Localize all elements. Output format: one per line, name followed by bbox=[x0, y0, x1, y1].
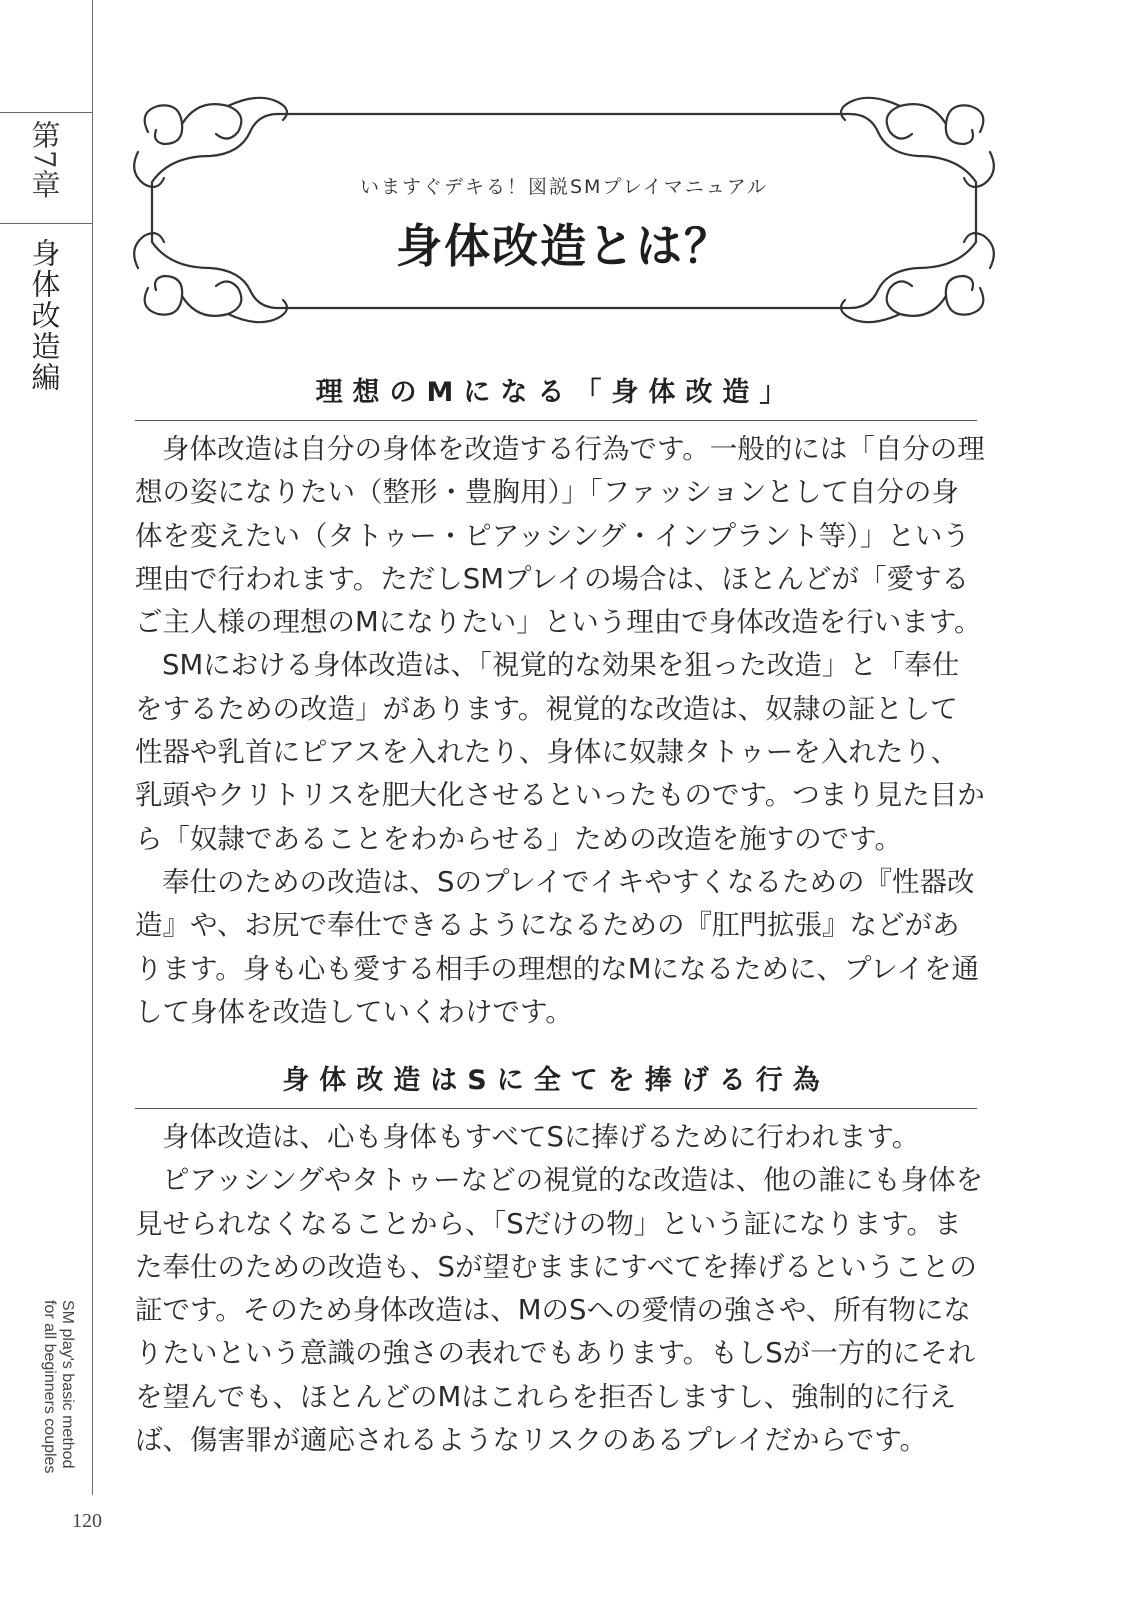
section-body-1 bbox=[135, 428, 985, 1034]
paragraph: 身体改造は、心も身体もすべてSに捧げるために行われます。 bbox=[162, 1121, 920, 1153]
side-english-line-2: for all beginners couples bbox=[41, 1300, 58, 1474]
section-body-2 bbox=[135, 1116, 985, 1462]
side-english-line-1: SM play's basic method bbox=[59, 1300, 76, 1469]
section-heading-rule-1 bbox=[135, 420, 977, 421]
paragraph: 身体改造は自分の身体を改造する行為です。一般的には「自分の理想の姿になりたい（整形・豊胸用）」「ファッションとして自分の身体を変えたい（タトゥー・ピアッシング・インプラント等）」という理由で行われます。ただしSMプレイの場合は、ほとんどが「愛するご主人様の理想のMになりたい」という理由で身体改造を行います。 bbox=[135, 433, 985, 639]
side-english-caption bbox=[40, 1300, 76, 1480]
title-subtitle: いますぐデキる！図説SMプレイマニュアル bbox=[360, 176, 768, 198]
title-frame bbox=[128, 92, 1000, 328]
chapter-label: 第7章 bbox=[27, 120, 62, 200]
section-heading-2: 身体改造はSに全てを捧げる行為 bbox=[282, 1065, 830, 1096]
margin-rule bbox=[92, 0, 93, 1495]
section-heading-1: 理想のMになる「身体改造」 bbox=[315, 377, 797, 408]
page-number: 120 bbox=[72, 1510, 102, 1532]
paragraph: ピアッシングやタトゥーなどの視覚的な改造は、他の誰にも身体を見せられなくなることから、「Sだけの物」という証になります。また奉仕のための改造も、Sが望むままにすべてを捧げるということの証です。そのため身体改造は、MのSへの愛情の強さや、所有物になりたいという意識の強さの表れでもあります。もしSが一方的にそれを望んでも、ほとんどのMはこれらを拒否しますし、強制的に行えば、傷害罪が適応されるようなリスクのあるプレイだからです。 bbox=[135, 1164, 984, 1457]
section-heading-rule-2 bbox=[135, 1108, 977, 1109]
section-label: 身体改造編 bbox=[27, 238, 62, 393]
paragraph: 奉仕のための改造は、Sのプレイでイキやすくなるための『性器改造』や、お尻で奉仕できるようになるための『肛門拡張』などがあります。身も心も愛する相手の理想的なMになるために、プレイを通して身体を改造していくわけです。 bbox=[135, 865, 980, 1028]
page-title: 身体改造とは？ bbox=[396, 219, 732, 273]
paragraph: SMにおける身体改造は、「視覚的な効果を狙った改造」と「奉仕をするための改造」があります。視覚的な改造は、奴隷の証として性器や乳首にピアスを入れたり、身体に奴隷タトゥーを入れたり、乳頭やクリトリスを肥大化させるといったものです。つまり見た目から「奴隷であることをわからせる」ための改造を施すのです。 bbox=[135, 649, 985, 855]
